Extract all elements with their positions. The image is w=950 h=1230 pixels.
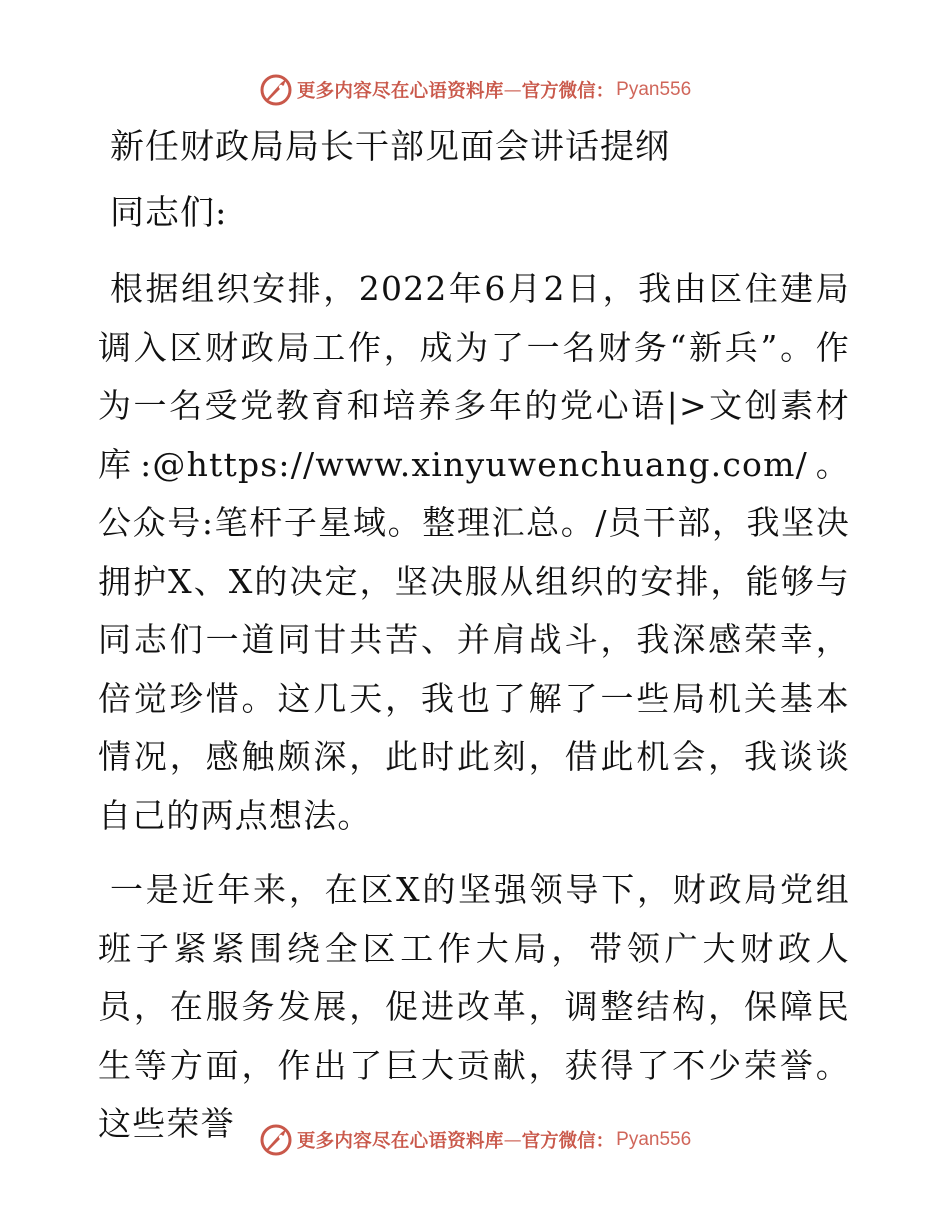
document-title: 新任财政局局长干部见面会讲话提纲 xyxy=(110,127,670,167)
watermark-wechat-id: Pyan556 xyxy=(616,79,692,100)
watermark-text: 更多内容尽在心语资料库 xyxy=(296,81,504,102)
quill-pen-circle-icon xyxy=(259,73,293,107)
watermark-wechat-label: 官方微信： xyxy=(521,81,615,102)
salutation: 同志们: xyxy=(110,193,228,233)
watermark-separator: — xyxy=(503,79,522,101)
document-body xyxy=(98,122,850,1154)
watermark-text: 更多内容尽在心语资料库 xyxy=(296,1131,504,1152)
paragraph-2: 一是近年来，在区X的坚强领导下，财政局党组班子紧紧围绕全区工作大局，带领广大财政人员，在服务发展，促进改革，调整结构，保障民生等方面，作出了巨大贡献，获得了不少荣誉。这些荣誉 xyxy=(98,870,850,1143)
quill-pen-circle-icon xyxy=(259,1123,293,1157)
watermark-banner-bottom xyxy=(0,1120,950,1160)
paragraph-1: 根据组织安排，2022年6月2日，我由区住建局调入区财政局工作，成为了一名财务“新兵”。作为一名受党教育和培养多年的党心语|>文创素材库:@https://www.xinyuwenchuang.com/。公众号:笔杆子星域。整理汇总。/员干部，我坚决拥护X、X的决定，坚决服从组织的安排，能够与同志们一道同甘共苦、并肩战斗，我深感荣幸，倍觉珍惜。这几天，我也了解了一些局机关基本情况，感触颇深，此时此刻，借此机会，我谈谈自己的两点想法。 xyxy=(98,269,850,835)
watermark-wechat-id: Pyan556 xyxy=(616,1129,692,1150)
watermark-banner-top xyxy=(0,70,950,110)
watermark-wechat-label: 官方微信： xyxy=(521,1131,615,1152)
watermark-separator: — xyxy=(503,1129,522,1151)
